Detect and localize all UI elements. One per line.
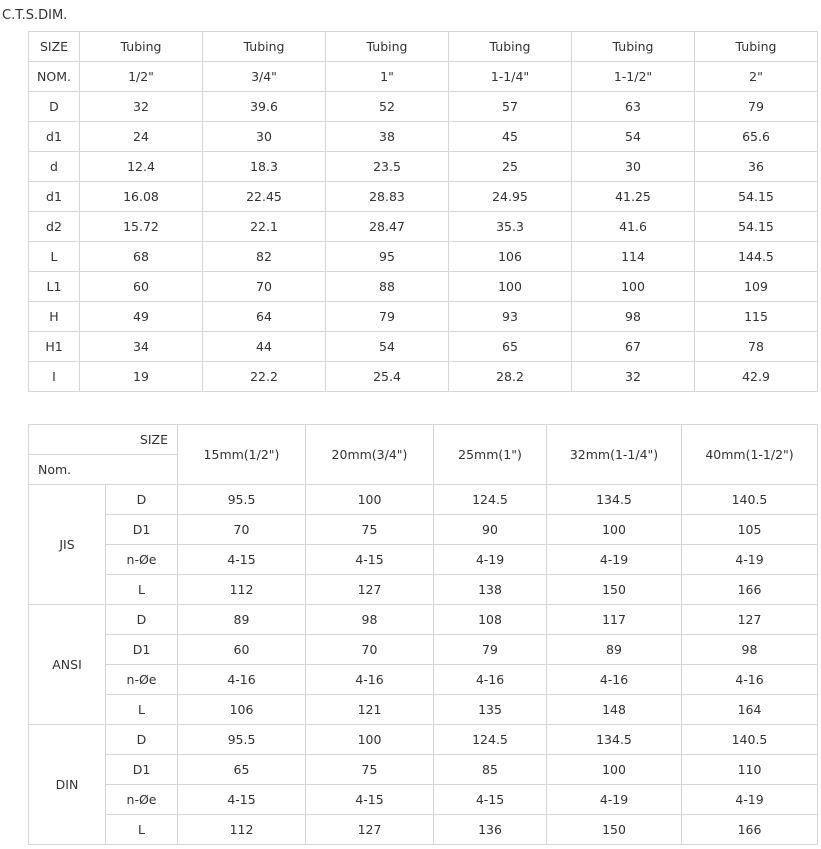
value-cell: 1" bbox=[326, 62, 449, 92]
value-cell: 108 bbox=[434, 605, 547, 635]
value-cell: 1-1/4" bbox=[449, 62, 572, 92]
value-cell: 78 bbox=[695, 332, 818, 362]
value-cell: 164 bbox=[682, 695, 818, 725]
value-cell: 24.95 bbox=[449, 182, 572, 212]
value-cell: 100 bbox=[572, 272, 695, 302]
value-cell: 150 bbox=[547, 815, 682, 845]
value-cell: 100 bbox=[547, 515, 682, 545]
row-label-cell: H1 bbox=[29, 332, 80, 362]
value-cell: 110 bbox=[682, 755, 818, 785]
table-row bbox=[29, 62, 818, 92]
size-header-cell: SIZE bbox=[29, 425, 178, 455]
row-label-cell: D bbox=[29, 92, 80, 122]
value-cell: 95.5 bbox=[178, 725, 306, 755]
value-cell: 100 bbox=[306, 725, 434, 755]
value-cell: 28.83 bbox=[326, 182, 449, 212]
row-label-cell: d1 bbox=[29, 122, 80, 152]
value-cell: 106 bbox=[449, 242, 572, 272]
value-cell: 4-15 bbox=[434, 785, 547, 815]
value-cell: 135 bbox=[434, 695, 547, 725]
value-cell: 68 bbox=[80, 242, 203, 272]
value-cell: 65 bbox=[178, 755, 306, 785]
row-label-cell: L bbox=[106, 815, 178, 845]
value-cell: 117 bbox=[547, 605, 682, 635]
value-cell: 38 bbox=[326, 122, 449, 152]
standard-group-cell: ANSI bbox=[29, 605, 106, 725]
value-cell: 121 bbox=[306, 695, 434, 725]
column-header-cell: Tubing bbox=[695, 32, 818, 62]
row-label-cell: L bbox=[106, 575, 178, 605]
value-cell: 41.25 bbox=[572, 182, 695, 212]
row-label-cell: n-Øe bbox=[106, 545, 178, 575]
value-cell: 134.5 bbox=[547, 485, 682, 515]
value-cell: 4-16 bbox=[434, 665, 547, 695]
value-cell: 112 bbox=[178, 575, 306, 605]
value-cell: 98 bbox=[572, 302, 695, 332]
value-cell: 18.3 bbox=[203, 152, 326, 182]
value-cell: 85 bbox=[434, 755, 547, 785]
value-cell: 70 bbox=[306, 635, 434, 665]
table-row bbox=[29, 182, 818, 212]
value-cell: 95.5 bbox=[178, 485, 306, 515]
value-cell: 60 bbox=[80, 272, 203, 302]
value-cell: 63 bbox=[572, 92, 695, 122]
value-cell: 42.9 bbox=[695, 362, 818, 392]
value-cell: 44 bbox=[203, 332, 326, 362]
value-cell: 65.6 bbox=[695, 122, 818, 152]
value-cell: 12.4 bbox=[80, 152, 203, 182]
value-cell: 64 bbox=[203, 302, 326, 332]
value-cell: 136 bbox=[434, 815, 547, 845]
value-cell: 15.72 bbox=[80, 212, 203, 242]
value-cell: 98 bbox=[306, 605, 434, 635]
value-cell: 79 bbox=[434, 635, 547, 665]
value-cell: 124.5 bbox=[434, 725, 547, 755]
value-cell: 25.4 bbox=[326, 362, 449, 392]
standard-group-cell: JIS bbox=[29, 485, 106, 605]
row-label-cell: I bbox=[29, 362, 80, 392]
column-header-cell: 20mm(3/4") bbox=[306, 425, 434, 485]
column-header-cell: 40mm(1-1/2") bbox=[682, 425, 818, 485]
value-cell: 4-15 bbox=[306, 785, 434, 815]
row-label-cell: D bbox=[106, 725, 178, 755]
value-cell: 32 bbox=[572, 362, 695, 392]
value-cell: 90 bbox=[434, 515, 547, 545]
value-cell: 100 bbox=[547, 755, 682, 785]
value-cell: 89 bbox=[547, 635, 682, 665]
value-cell: 144.5 bbox=[695, 242, 818, 272]
value-cell: 39.6 bbox=[203, 92, 326, 122]
value-cell: 34 bbox=[80, 332, 203, 362]
value-cell: 16.08 bbox=[80, 182, 203, 212]
value-cell: 79 bbox=[326, 302, 449, 332]
value-cell: 36 bbox=[695, 152, 818, 182]
value-cell: 32 bbox=[80, 92, 203, 122]
value-cell: 95 bbox=[326, 242, 449, 272]
value-cell: 24 bbox=[80, 122, 203, 152]
column-header-cell: 32mm(1-1/4") bbox=[547, 425, 682, 485]
value-cell: 67 bbox=[572, 332, 695, 362]
row-label-cell: D1 bbox=[106, 755, 178, 785]
table-row bbox=[29, 152, 818, 182]
column-header-cell: Tubing bbox=[449, 32, 572, 62]
table-row bbox=[29, 755, 818, 785]
value-cell: 1/2" bbox=[80, 62, 203, 92]
row-label-cell: L1 bbox=[29, 272, 80, 302]
value-cell: 70 bbox=[203, 272, 326, 302]
value-cell: 150 bbox=[547, 575, 682, 605]
value-cell: 148 bbox=[547, 695, 682, 725]
value-cell: 60 bbox=[178, 635, 306, 665]
standard-group-cell: DIN bbox=[29, 725, 106, 845]
table-row bbox=[29, 665, 818, 695]
value-cell: 28.2 bbox=[449, 362, 572, 392]
value-cell: 41.6 bbox=[572, 212, 695, 242]
value-cell: 19 bbox=[80, 362, 203, 392]
value-cell: 105 bbox=[682, 515, 818, 545]
value-cell: 140.5 bbox=[682, 725, 818, 755]
size-header-cell: SIZE bbox=[29, 32, 80, 62]
table-row bbox=[29, 515, 818, 545]
row-label-cell: D1 bbox=[106, 635, 178, 665]
value-cell: 4-19 bbox=[547, 545, 682, 575]
value-cell: 54 bbox=[326, 332, 449, 362]
value-cell: 112 bbox=[178, 815, 306, 845]
table-row bbox=[29, 545, 818, 575]
value-cell: 166 bbox=[682, 575, 818, 605]
value-cell: 4-16 bbox=[547, 665, 682, 695]
value-cell: 166 bbox=[682, 815, 818, 845]
row-label-cell: d1 bbox=[29, 182, 80, 212]
value-cell: 100 bbox=[306, 485, 434, 515]
tubing-dimension-table bbox=[28, 31, 818, 392]
value-cell: 127 bbox=[306, 815, 434, 845]
row-label-cell: L bbox=[106, 695, 178, 725]
table-row bbox=[29, 815, 818, 845]
value-cell: 134.5 bbox=[547, 725, 682, 755]
flange-dimension-table bbox=[28, 424, 818, 845]
column-header-cell: Tubing bbox=[572, 32, 695, 62]
table-row bbox=[29, 362, 818, 392]
row-label-cell: D1 bbox=[106, 515, 178, 545]
column-header-cell: Tubing bbox=[80, 32, 203, 62]
value-cell: 127 bbox=[306, 575, 434, 605]
value-cell: 35.3 bbox=[449, 212, 572, 242]
value-cell: 70 bbox=[178, 515, 306, 545]
column-header-cell: 25mm(1") bbox=[434, 425, 547, 485]
value-cell: 23.5 bbox=[326, 152, 449, 182]
value-cell: 4-15 bbox=[178, 785, 306, 815]
value-cell: 93 bbox=[449, 302, 572, 332]
row-label-cell: d bbox=[29, 152, 80, 182]
value-cell: 82 bbox=[203, 242, 326, 272]
table-row bbox=[29, 242, 818, 272]
table-row bbox=[29, 302, 818, 332]
page-title: C.T.S.DIM. bbox=[2, 8, 68, 23]
table-header-row bbox=[29, 425, 818, 455]
value-cell: 138 bbox=[434, 575, 547, 605]
table-row bbox=[29, 785, 818, 815]
value-cell: 75 bbox=[306, 755, 434, 785]
column-header-cell: 15mm(1/2") bbox=[178, 425, 306, 485]
nom-header-cell: Nom. bbox=[29, 455, 178, 485]
value-cell: 79 bbox=[695, 92, 818, 122]
value-cell: 4-19 bbox=[682, 785, 818, 815]
table-row bbox=[29, 122, 818, 152]
value-cell: 4-19 bbox=[434, 545, 547, 575]
table-header-row bbox=[29, 32, 818, 62]
value-cell: 25 bbox=[449, 152, 572, 182]
value-cell: 4-15 bbox=[178, 545, 306, 575]
value-cell: 106 bbox=[178, 695, 306, 725]
value-cell: 22.45 bbox=[203, 182, 326, 212]
column-header-cell: Tubing bbox=[203, 32, 326, 62]
row-label-cell: n-Øe bbox=[106, 665, 178, 695]
value-cell: 4-16 bbox=[178, 665, 306, 695]
row-label-cell: L bbox=[29, 242, 80, 272]
value-cell: 1-1/2" bbox=[572, 62, 695, 92]
row-label-cell: D bbox=[106, 485, 178, 515]
value-cell: 4-19 bbox=[547, 785, 682, 815]
table-row bbox=[29, 485, 818, 515]
value-cell: 4-16 bbox=[306, 665, 434, 695]
value-cell: 4-19 bbox=[682, 545, 818, 575]
table-row bbox=[29, 575, 818, 605]
value-cell: 45 bbox=[449, 122, 572, 152]
value-cell: 28.47 bbox=[326, 212, 449, 242]
value-cell: 4-15 bbox=[306, 545, 434, 575]
value-cell: 2" bbox=[695, 62, 818, 92]
value-cell: 65 bbox=[449, 332, 572, 362]
table-row bbox=[29, 695, 818, 725]
row-label-cell: H bbox=[29, 302, 80, 332]
value-cell: 98 bbox=[682, 635, 818, 665]
table-row bbox=[29, 605, 818, 635]
value-cell: 4-16 bbox=[682, 665, 818, 695]
value-cell: 115 bbox=[695, 302, 818, 332]
value-cell: 3/4" bbox=[203, 62, 326, 92]
table-row bbox=[29, 92, 818, 122]
value-cell: 124.5 bbox=[434, 485, 547, 515]
value-cell: 57 bbox=[449, 92, 572, 122]
table-row bbox=[29, 635, 818, 665]
value-cell: 52 bbox=[326, 92, 449, 122]
value-cell: 30 bbox=[203, 122, 326, 152]
column-header-cell: Tubing bbox=[326, 32, 449, 62]
value-cell: 54.15 bbox=[695, 212, 818, 242]
row-label-cell: n-Øe bbox=[106, 785, 178, 815]
table-row bbox=[29, 332, 818, 362]
table-row bbox=[29, 272, 818, 302]
table-row bbox=[29, 725, 818, 755]
table-row bbox=[29, 212, 818, 242]
value-cell: 54.15 bbox=[695, 182, 818, 212]
value-cell: 114 bbox=[572, 242, 695, 272]
value-cell: 127 bbox=[682, 605, 818, 635]
value-cell: 140.5 bbox=[682, 485, 818, 515]
value-cell: 22.1 bbox=[203, 212, 326, 242]
value-cell: 100 bbox=[449, 272, 572, 302]
value-cell: 54 bbox=[572, 122, 695, 152]
row-label-cell: NOM. bbox=[29, 62, 80, 92]
value-cell: 89 bbox=[178, 605, 306, 635]
value-cell: 109 bbox=[695, 272, 818, 302]
value-cell: 22.2 bbox=[203, 362, 326, 392]
row-label-cell: d2 bbox=[29, 212, 80, 242]
value-cell: 49 bbox=[80, 302, 203, 332]
value-cell: 88 bbox=[326, 272, 449, 302]
value-cell: 30 bbox=[572, 152, 695, 182]
row-label-cell: D bbox=[106, 605, 178, 635]
value-cell: 75 bbox=[306, 515, 434, 545]
